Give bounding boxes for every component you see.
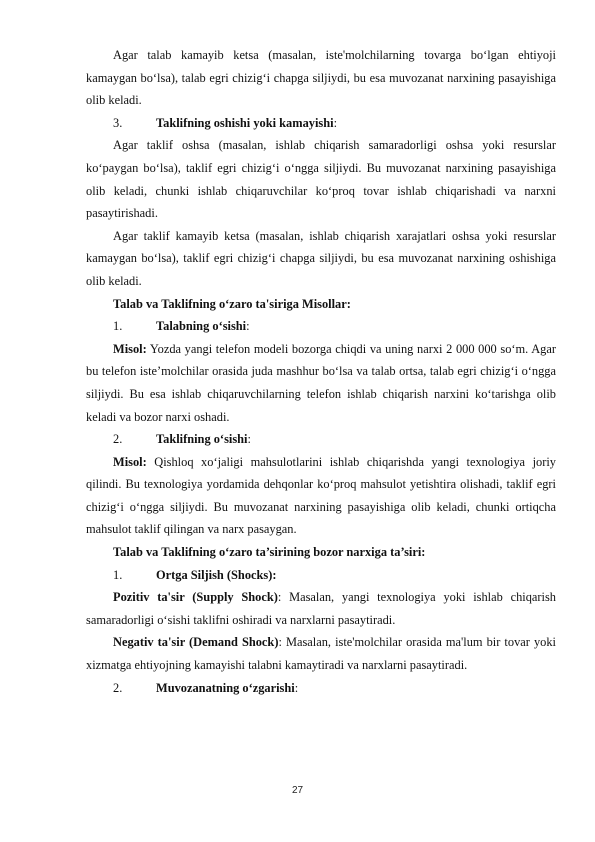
list-item-suffix: : (333, 115, 338, 130)
list-number: 3. (113, 115, 123, 130)
paragraph-negative-shock (86, 631, 556, 676)
list-item-demand-growth (86, 315, 556, 338)
list-number: 2. (113, 680, 123, 695)
example-text: Qishloq xo‘jaligi mahsulotlarini ishlab chiqarishda yangi texnologiya joriy qilindi. Bu texnologiya yordamida dehqonlar ko‘proq mahsulot yetishtira olishadi, taklif egri chizig‘i o‘ngga siljiydi. Bu muvozanat narxining pasayishiga olib keladi, chunki ortiqcha mahsulot taklif qilingan va narx pasaygan. (86, 454, 556, 537)
list-item-equilibrium-change (86, 677, 556, 700)
paragraph-example-2 (86, 451, 556, 541)
paragraph-demand-decrease: Agar talab kamayib ketsa (masalan, iste'molchilarning tovarga bo‘lgan ehtiyoji kamaygan bo‘lsa), talab egri chizig‘i chapga siljiydi, bu esa muvozanat narxining pasayishiga olib keladi. (86, 48, 556, 108)
list-item-title: Taklifning o‘sishi (156, 432, 248, 447)
list-item-suffix: : (294, 680, 299, 695)
example-label: Misol: (113, 341, 147, 356)
list-item-suffix: : (247, 432, 251, 447)
page-body (86, 44, 556, 699)
section-heading-examples: Talab va Taklifning o‘zaro ta'siriga Misollar: (113, 296, 351, 311)
list-item-title: Ortga Siljish (Shocks): (156, 567, 277, 582)
example-text: Yozda yangi telefon modeli bozorga chiqdi va uning narxi 2 000 000 so‘m. Agar bu telefon iste’molchilar orasida juda mashhur bo‘lsa va talab ortsa, talab egri chizig‘i o‘ngga siljiydi. Bu esa ishlab chiqaruvchilarning telefon ishlab chiqarish narxini ko‘tarishga olib keladi va bozor narxi oshadi. (86, 341, 556, 424)
negative-shock-text: : Masalan, iste'molchilar orasida ma'lum bir tovar yoki xizmatga ehtiyojning kamayishi talabni kamaytiradi va narxlarni pasaytiradi. (86, 635, 556, 673)
positive-shock-label: Pozitiv ta'sir (Supply Shock) (113, 590, 278, 605)
positive-shock-text: : Masalan, yangi texnologiya yoki ishlab chiqarish samaradorligi o‘sishi taklifni oshiradi va narxlarni pasaytiradi. (86, 590, 556, 627)
paragraph-positive-shock (86, 586, 556, 631)
negative-shock-label: Negativ ta'sir (Demand Shock) (113, 635, 279, 650)
paragraph-example-1 (86, 338, 556, 428)
section-heading-market-price: Talab va Taklifning o‘zaro ta’sirining bozor narxiga ta’siri: (113, 545, 426, 560)
example-label: Misol: (113, 454, 147, 469)
list-item-title: Taklifning oshishi yoki kamayishi (156, 115, 334, 130)
list-item-suffix: : (246, 319, 250, 334)
list-item-supply-change (86, 112, 556, 135)
paragraph-supply-decrease: Agar taklif kamayib ketsa (masalan, ishlab chiqarish xarajatlari oshsa yoki resurslar kamaygan bo‘lsa), taklif egri chizig‘i chapga siljiydi, bu esa muvozanat narxining oshishiga olib keladi. (86, 228, 556, 288)
list-item-title: Talabning o‘sishi (156, 319, 247, 334)
list-item-shocks (86, 564, 556, 587)
paragraph-supply-increase: Agar taklif oshsa (masalan, ishlab chiqarish samaradorligi oshsa yoki resurslar ko‘paygan bo‘lsa), taklif egri chizig‘i o‘ngga siljiydi. Bu muvozanat narxining pasayishiga olib keladi, chunki ishlab chiqaruvchilar ko‘proq tovar ishlab chiqarishadi va narxni pasaytirishadi. (86, 138, 556, 221)
list-number: 2. (113, 432, 123, 447)
page-number: 27 (291, 785, 304, 796)
list-number: 1. (113, 319, 123, 334)
list-item-supply-growth (86, 428, 556, 451)
list-item-title: Muvozanatning o‘zgarishi (156, 680, 295, 695)
list-number: 1. (113, 567, 123, 582)
